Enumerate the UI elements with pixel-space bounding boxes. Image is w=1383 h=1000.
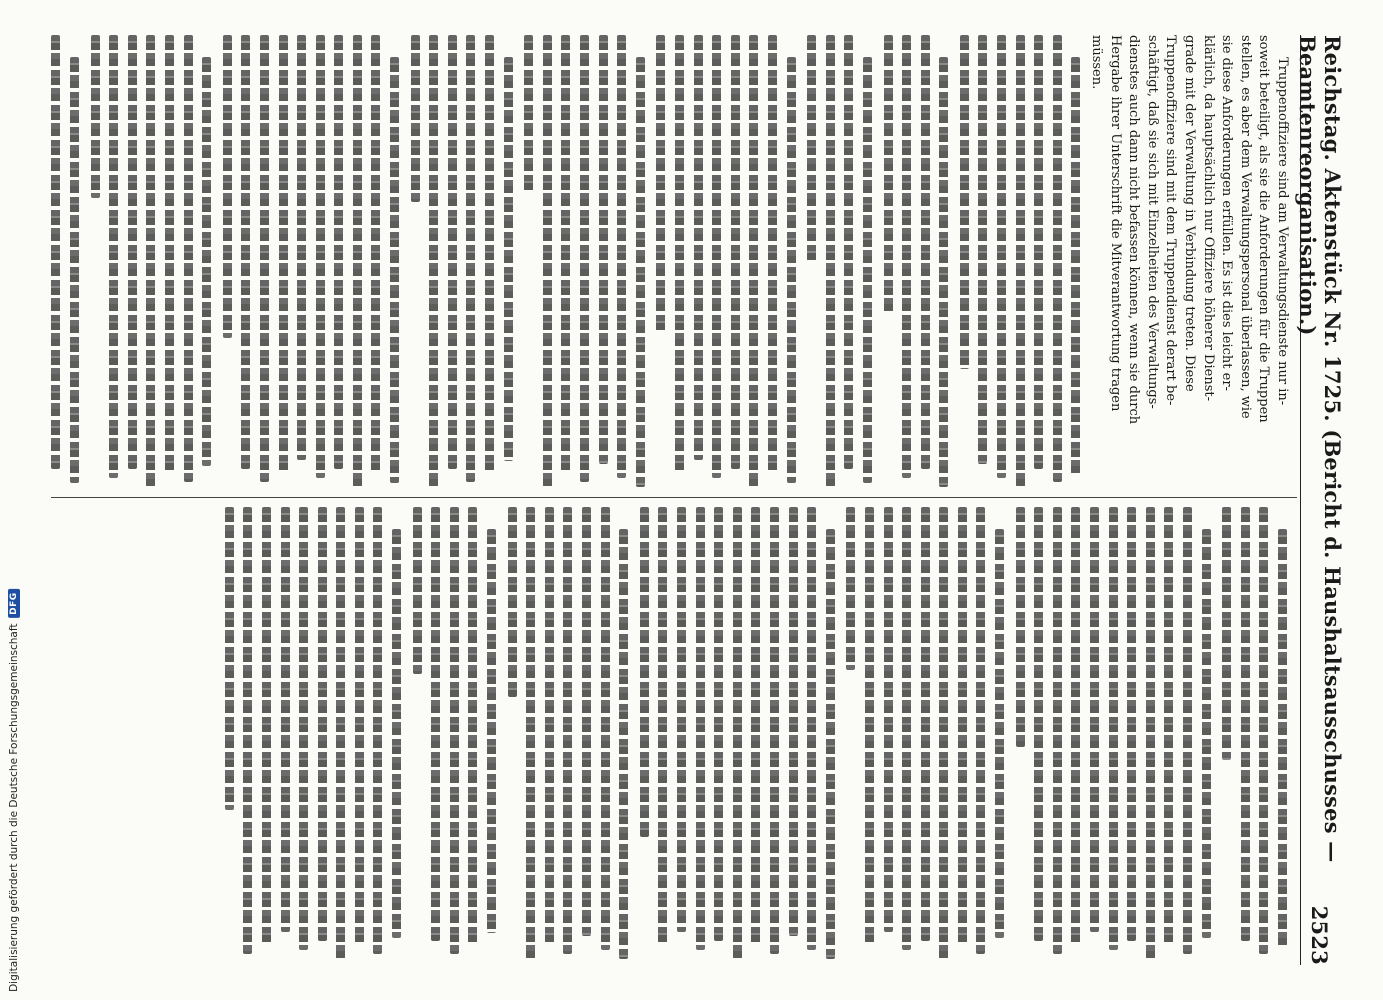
text-bar <box>712 35 721 478</box>
text-bar <box>960 35 969 369</box>
text-bar <box>751 507 760 945</box>
text-line-placeholder <box>556 35 575 487</box>
text-line-placeholder <box>574 35 593 487</box>
text-line-placeholder <box>461 35 480 487</box>
column-divider <box>51 497 1297 498</box>
text-line-placeholder <box>104 35 123 487</box>
text-bar <box>225 507 234 810</box>
text-line-placeholder <box>405 35 424 487</box>
text-bar <box>334 35 343 469</box>
text-line-placeholder <box>878 507 897 959</box>
text-bar <box>714 507 723 941</box>
text-bar <box>372 35 381 473</box>
text-line-placeholder <box>1047 507 1066 959</box>
text-line-placeholder <box>1047 35 1066 487</box>
text-line-placeholder <box>1140 507 1159 959</box>
text-bar <box>485 35 494 473</box>
text-bar <box>468 507 477 945</box>
text-bar <box>450 507 459 954</box>
text-line-placeholder <box>1159 507 1178 959</box>
running-head <box>1295 35 1345 965</box>
text-line-placeholder <box>802 35 821 487</box>
text-line-placeholder <box>990 507 1009 959</box>
text-line-placeholder <box>331 507 350 959</box>
text-line: stellen, es aber dem Verwaltungspersonal überlassen, wie <box>1237 35 1253 419</box>
paragraph <box>954 35 1084 487</box>
text-bar <box>543 35 552 487</box>
text-bar <box>1259 507 1268 954</box>
text-line-placeholder <box>971 507 990 959</box>
text-bar <box>51 35 60 469</box>
text-bar <box>466 35 475 482</box>
text-line-placeholder <box>387 507 406 959</box>
text-line-placeholder <box>1217 507 1236 959</box>
text-line-placeholder <box>576 507 595 959</box>
paragraph <box>217 35 403 487</box>
text-line-placeholder <box>653 507 672 959</box>
text-bar <box>1053 507 1062 954</box>
text-bar <box>640 507 649 837</box>
text-bar <box>91 35 100 198</box>
paragraph <box>519 35 649 487</box>
text-bar <box>260 35 269 482</box>
text-bar <box>411 35 420 202</box>
text-bar <box>770 507 779 954</box>
text-bar <box>958 507 967 945</box>
text-bar <box>696 507 705 950</box>
paragraph <box>219 507 405 959</box>
text-bar <box>70 57 79 483</box>
text-line-placeholder <box>952 507 971 959</box>
text-line-placeholder <box>407 507 426 959</box>
text-bar <box>504 57 513 461</box>
text-line-placeholder <box>294 507 313 959</box>
text-bar <box>299 507 308 950</box>
text-line-placeholder <box>1010 35 1029 487</box>
text-line-placeholder <box>256 507 275 959</box>
text-line: sie diese Anforderungen erfüllen. Es ist dies leicht er- <box>1219 35 1235 391</box>
text-line-placeholder <box>539 507 558 959</box>
text-line-placeholder <box>669 35 688 487</box>
text-line-placeholder <box>934 35 953 487</box>
text-bar <box>601 507 610 950</box>
text-line-placeholder <box>973 35 992 487</box>
text-line-placeholder <box>820 35 839 487</box>
text-line-placeholder <box>1066 35 1085 487</box>
text-bar <box>733 507 742 959</box>
text-line: müssen. <box>1089 35 1105 90</box>
text-line-placeholder <box>1177 507 1196 959</box>
text-bar <box>1278 529 1287 946</box>
text-line-placeholder <box>634 507 653 959</box>
text-line-placeholder <box>51 35 64 487</box>
text-bar <box>1053 35 1062 482</box>
paragraph <box>51 35 83 487</box>
text-bar <box>1183 507 1192 954</box>
text-bar <box>1127 507 1136 941</box>
text-line-placeholder <box>744 35 763 487</box>
text-line-placeholder <box>897 35 916 487</box>
text-bar <box>749 35 758 487</box>
text-line-placeholder <box>349 507 368 959</box>
text-line-placeholder <box>1029 35 1048 487</box>
text-line-placeholder <box>1272 507 1291 959</box>
text-bar <box>1090 507 1099 932</box>
text-line-placeholder <box>366 35 385 487</box>
text-bar <box>336 507 345 959</box>
text-line-placeholder <box>783 507 802 959</box>
text-line-placeholder <box>426 507 445 959</box>
text-bar <box>675 35 684 473</box>
text-bar <box>768 35 777 473</box>
text-line-placeholder <box>746 507 765 959</box>
text-line-placeholder <box>595 507 614 959</box>
text-bar <box>279 35 288 473</box>
text-bar <box>390 57 399 483</box>
text-bar <box>636 57 645 487</box>
text-line-placeholder <box>197 35 216 487</box>
paragraph <box>407 507 500 959</box>
text-bar <box>1071 507 1080 945</box>
text-bar <box>939 57 948 487</box>
text-line-placeholder <box>802 507 821 959</box>
paragraph <box>1086 35 1291 487</box>
text-bar <box>392 529 401 938</box>
text-line-placeholder <box>820 507 839 959</box>
text-line-placeholder <box>1196 507 1215 959</box>
text-bar <box>563 507 572 954</box>
text-line-placeholder <box>690 507 709 959</box>
text-line-placeholder <box>1029 507 1048 959</box>
text-bar <box>1222 507 1231 760</box>
text-line-placeholder <box>442 35 461 487</box>
left-column <box>51 35 1291 487</box>
text-bar <box>789 507 798 936</box>
text-line-placeholder <box>310 35 329 487</box>
text-line: grade mit der Verwaltung in Verbindung treten. Diese <box>1182 35 1198 392</box>
text-line-placeholder <box>992 35 1011 487</box>
text-line-placeholder <box>915 35 934 487</box>
header-rule <box>1300 35 1301 965</box>
text-bar <box>677 507 686 932</box>
text-bar <box>997 35 1006 478</box>
text-bar <box>487 529 496 933</box>
text-bar <box>184 35 193 482</box>
text-line: soweit beteiligt, als sie die Anforderungen für die Truppen <box>1256 35 1272 423</box>
text-line-placeholder <box>630 35 649 487</box>
text-bar <box>863 57 872 483</box>
text-bar <box>582 507 591 936</box>
text-line-placeholder <box>159 35 178 487</box>
text-line-placeholder <box>839 35 858 487</box>
text-line: Truppenoffiziere sind am Verwaltungsdienste nur in- <box>1275 57 1290 406</box>
text-bar <box>787 57 796 483</box>
text-line-placeholder <box>651 35 670 487</box>
text-bar <box>656 35 665 333</box>
text-line-placeholder <box>558 507 577 959</box>
text-line-placeholder <box>725 35 744 487</box>
text-line-placeholder <box>481 507 500 959</box>
text-line-placeholder <box>122 35 141 487</box>
text-line-placeholder <box>479 35 498 487</box>
text-bar <box>1016 507 1025 747</box>
paragraph <box>405 35 517 487</box>
paragraph <box>634 507 839 959</box>
text-bar <box>128 35 137 469</box>
text-line-placeholder <box>312 507 331 959</box>
credit-text: Digitalisierung gefördert durch die Deutsche Forschungsgemeinschaft <box>8 623 20 992</box>
right-column <box>51 507 1291 959</box>
text-bar <box>1071 57 1080 474</box>
text-bar <box>545 507 554 945</box>
text-line-placeholder <box>671 507 690 959</box>
text-line-placeholder <box>85 35 104 487</box>
text-line-placeholder <box>859 507 878 959</box>
text-line-placeholder <box>64 35 83 487</box>
text-bar <box>1164 507 1173 945</box>
text-bar <box>429 35 438 487</box>
text-line-placeholder <box>1066 507 1085 959</box>
text-line-placeholder <box>727 507 746 959</box>
dfg-logo: DFG <box>8 589 20 618</box>
text-bar <box>526 507 535 959</box>
text-line-placeholder <box>878 35 897 487</box>
text-bar <box>262 507 271 945</box>
text-bar <box>826 529 835 959</box>
text-line: klärlich, da hauptsächlich nur Offiziere höherer Dienst- <box>1200 35 1216 401</box>
text-line-placeholder <box>537 35 556 487</box>
text-line-placeholder <box>219 507 238 959</box>
text-line-placeholder <box>762 35 781 487</box>
text-bar <box>617 35 626 478</box>
paragraph <box>1217 507 1291 959</box>
paragraph <box>502 507 632 959</box>
text-bar <box>374 507 383 954</box>
text-bar <box>599 35 608 464</box>
text-bar <box>921 507 930 941</box>
text-bar <box>1034 35 1043 469</box>
text-line: schäftigt, daß sie sich mit Einzelheiten des Verwaltungs- <box>1144 35 1160 409</box>
text-line-placeholder <box>521 507 540 959</box>
text-bar <box>826 35 835 487</box>
text-line-placeholder <box>502 507 521 959</box>
text-line-placeholder <box>1122 507 1141 959</box>
running-head-title: Reichstag. Aktenstück Nr. 1725. (Bericht d. Haushaltsausschusses — Beamtenreorganisation.) <box>1295 35 1345 863</box>
text-bar <box>902 35 911 478</box>
text-line-placeholder <box>1235 507 1254 959</box>
paragraph <box>878 35 952 487</box>
text-bar <box>979 35 988 464</box>
text-line-placeholder <box>385 35 404 487</box>
text-bar <box>241 35 250 469</box>
text-line-placeholder <box>1254 507 1273 959</box>
rotated-page-frame <box>41 35 1345 965</box>
paragraph <box>651 35 800 487</box>
text-line-placeholder <box>463 507 482 959</box>
text-bar <box>524 35 533 193</box>
text-line-placeholder <box>292 35 311 487</box>
text-line-placeholder <box>612 35 631 487</box>
text-bar <box>846 507 855 670</box>
text-bar <box>619 529 628 959</box>
text-bar <box>807 507 816 950</box>
text-bar <box>921 35 930 469</box>
text-line-placeholder <box>178 35 197 487</box>
text-line-placeholder <box>688 35 707 487</box>
text-line-placeholder <box>141 35 160 487</box>
text-bar <box>561 35 570 473</box>
text-bar <box>281 507 290 932</box>
text-line-placeholder <box>1010 507 1029 959</box>
paragraph <box>841 507 1008 959</box>
text-bar <box>318 507 327 941</box>
paragraph <box>802 35 876 487</box>
text-line-placeholder <box>1084 507 1103 959</box>
text-line-placeholder <box>329 35 348 487</box>
text-line-placeholder <box>954 35 973 487</box>
text-bar <box>508 507 517 697</box>
text-line-placeholder <box>593 35 612 487</box>
text-line-placeholder <box>424 35 443 487</box>
text-line: dienstes auch dann nicht befassen können, wenn sie durch <box>1126 35 1142 425</box>
text-line-placeholder <box>217 35 236 487</box>
text-bar <box>1146 507 1155 959</box>
text-bar <box>355 507 364 945</box>
text-line-placeholder <box>764 507 783 959</box>
page-number: 2523 <box>1307 905 1333 965</box>
text-bar <box>580 35 589 482</box>
text-line: Hergabe ihrer Unterschrift die Mitverantwortung tragen <box>1107 35 1123 412</box>
text-bar <box>413 507 422 674</box>
text-bar <box>884 35 893 315</box>
text-line-placeholder <box>709 507 728 959</box>
text-line-placeholder <box>841 507 860 959</box>
text-bar <box>694 35 703 460</box>
text-line-placeholder <box>781 35 800 487</box>
text-bar <box>995 529 1004 938</box>
text-line-placeholder <box>915 507 934 959</box>
text-line-placeholder <box>275 507 294 959</box>
text-line-placeholder <box>1103 507 1122 959</box>
paragraph <box>85 35 215 487</box>
text-bar <box>844 35 853 469</box>
text-line: Truppenoffiziere sind mit dem Truppendienst derart be- <box>1163 35 1179 406</box>
text-line-placeholder <box>857 35 876 487</box>
text-line-placeholder <box>236 35 255 487</box>
text-bar <box>884 507 893 932</box>
text-bar <box>1202 529 1211 938</box>
text-bar <box>1109 507 1118 950</box>
paragraph <box>1010 507 1215 959</box>
text-line-placeholder <box>368 507 387 959</box>
text-bar <box>297 35 306 460</box>
text-bar <box>902 507 911 950</box>
text-line-placeholder <box>934 507 953 959</box>
text-bar <box>202 57 211 466</box>
text-bar <box>731 35 740 469</box>
text-bar <box>1016 35 1025 487</box>
text-bar <box>243 507 252 954</box>
text-line-placeholder <box>707 35 726 487</box>
text-bar <box>939 507 948 959</box>
text-line-placeholder <box>444 507 463 959</box>
text-bar <box>448 35 457 469</box>
text-bar <box>223 35 232 338</box>
text-bar <box>165 35 174 473</box>
text-bar <box>1241 507 1250 941</box>
text-line-placeholder <box>273 35 292 487</box>
text-line-placeholder <box>498 35 517 487</box>
text-bar <box>865 507 874 945</box>
text-bar <box>807 35 816 261</box>
text-line-placeholder <box>519 35 538 487</box>
text-line-placeholder <box>614 507 633 959</box>
text-line-placeholder <box>238 507 257 959</box>
text-line-placeholder <box>347 35 366 487</box>
text-line-placeholder <box>897 507 916 959</box>
text-bar <box>1034 507 1043 941</box>
text-bar <box>431 507 440 941</box>
text-bar <box>316 35 325 478</box>
text-bar <box>109 35 118 478</box>
text-line-placeholder <box>254 35 273 487</box>
text-bar <box>353 35 362 487</box>
text-bar <box>658 507 667 945</box>
digitization-credit <box>8 589 20 992</box>
text-bar <box>146 35 155 487</box>
text-bar <box>977 507 986 954</box>
